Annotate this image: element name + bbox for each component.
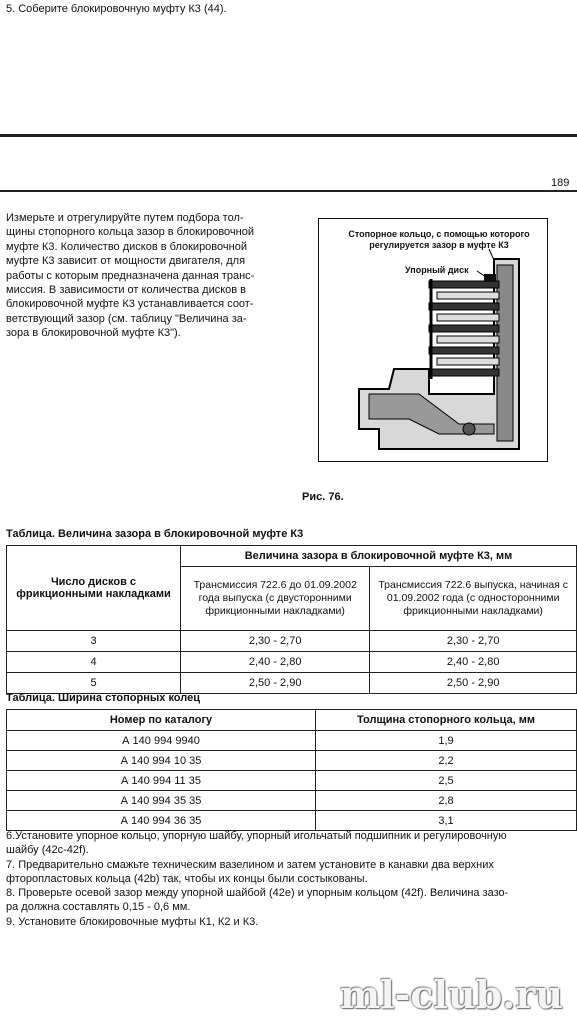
page-number: 189 — [551, 177, 570, 189]
table1-disks: 3 — [7, 631, 181, 652]
table2-header-part: Номер по каталогу — [7, 710, 316, 731]
table-row — [7, 751, 577, 771]
table2-thickness: 2,5 — [316, 771, 577, 791]
step-line: 8. Проверьте осевой зазор между упорной шайбой (42е) и упорным кольцом (42f). Величина зазо- — [6, 887, 509, 900]
intro-paragraph — [6, 211, 296, 341]
table-row — [7, 652, 577, 673]
table1-gap-b: 2,30 - 2,70 — [370, 631, 577, 652]
snap-ring-table — [6, 709, 577, 831]
table-row — [7, 811, 577, 831]
instruction-steps — [6, 829, 577, 929]
table1-disks: 4 — [7, 652, 181, 673]
step-line: ра должна составлять 0,15 - 0,6 мм. — [6, 901, 191, 914]
clearance-table — [6, 545, 577, 694]
figure-label-ring-2: регулируется зазор в муфте К3 — [369, 240, 509, 250]
figure-label-disk: Упорный диск — [405, 265, 469, 275]
table2-thickness: 1,9 — [316, 731, 577, 751]
step-line: фторопластовых кольца (42b) так, чтобы их концы были состыкованы. — [6, 872, 368, 885]
step-line: 7. Предварительно смажьте техническим вазелином и затем установите в канавки два верхних — [6, 858, 494, 871]
clutch-figure — [318, 218, 548, 462]
figure-caption: Рис. 76. — [302, 491, 344, 503]
intro-line: блокировочной муфте К3 устанавливается соот- — [6, 298, 254, 311]
table2-part: А 140 994 9940 — [7, 731, 316, 751]
table2-part: А 140 994 35 35 — [7, 791, 316, 811]
page-divider-top — [0, 134, 577, 137]
intro-line: миссия. В зависимости от количества дисков в — [6, 284, 247, 297]
intro-line: зора в блокировочной муфте К3"). — [6, 327, 181, 340]
watermark-logo: ml-club.ru — [340, 972, 564, 1017]
table-row — [7, 791, 577, 811]
clutch-drawing — [319, 219, 547, 461]
page-header-rule — [0, 190, 577, 192]
previous-page-step: 5. Соберите блокировочную муфту К3 (44). — [6, 3, 227, 15]
table-row — [7, 731, 577, 751]
table1-title: Таблица. Величина зазора в блокировочной муфте К3 — [6, 528, 304, 540]
table-row — [7, 673, 577, 694]
table1-group-header: Величина зазора в блокировочной муфте К3, мм — [181, 546, 577, 567]
figure-label-ring: Стопорное кольцо, с помощью которого — [348, 229, 530, 239]
intro-line: муфте К3. Количество дисков в блокировочной — [6, 240, 247, 253]
table2-thickness: 2,2 — [316, 751, 577, 771]
table2-part: А 140 994 36 35 — [7, 811, 316, 831]
intro-line: муфте К3 зависит от мощности двигателя, для — [6, 255, 246, 268]
table2-title: Таблица. Ширина стопорных колец — [6, 692, 200, 704]
table2-thickness: 2,8 — [316, 791, 577, 811]
table2-part: А 140 994 10 35 — [7, 751, 316, 771]
table1-gap-a: 2,30 - 2,70 — [181, 631, 370, 652]
intro-line: работы с которым предназначена данная транс- — [6, 269, 255, 282]
intro-line: ветствующий зазор (см. таблицу "Величина за- — [6, 312, 247, 325]
table1-row-header: Число дисков с фрикционными накладками — [7, 546, 181, 631]
table1-gap-a: 2,50 - 2,90 — [181, 673, 370, 694]
step-line: 9. Установите блокировочные муфты К1, К2 и К3. — [6, 915, 259, 928]
table-row — [7, 771, 577, 791]
intro-line: Измерьте и отрегулируйте путем подбора тол- — [6, 212, 244, 224]
table2-header-thickness: Толщина стопорного кольца, мм — [316, 710, 577, 731]
table1-gap-a: 2,40 - 2,80 — [181, 652, 370, 673]
table2-part: А 140 994 11 35 — [7, 771, 316, 791]
table1-col2-header: Трансмиссия 722.6 выпуска, начиная с 01.09.2002 года (с односторонними фрикционными накладками) — [370, 567, 577, 631]
table2-thickness: 3,1 — [316, 811, 577, 831]
intro-line: щины стопорного кольца зазор в блокировочной — [6, 226, 254, 239]
table1-gap-b: 2,50 - 2,90 — [370, 673, 577, 694]
table1-gap-b: 2,40 - 2,80 — [370, 652, 577, 673]
table-row — [7, 631, 577, 652]
step-line: 6.Установите упорное кольцо, упорную шайбу, упорный игольчатый подшипник и регулировочную — [6, 830, 507, 842]
step-line: шайбу (42с-42f). — [6, 844, 89, 857]
table1-disks: 5 — [7, 673, 181, 694]
table1-col1-header: Трансмиссия 722.6 до 01.09.2002 года выпуска (с двусторонними фрикционными накладками) — [181, 567, 370, 631]
